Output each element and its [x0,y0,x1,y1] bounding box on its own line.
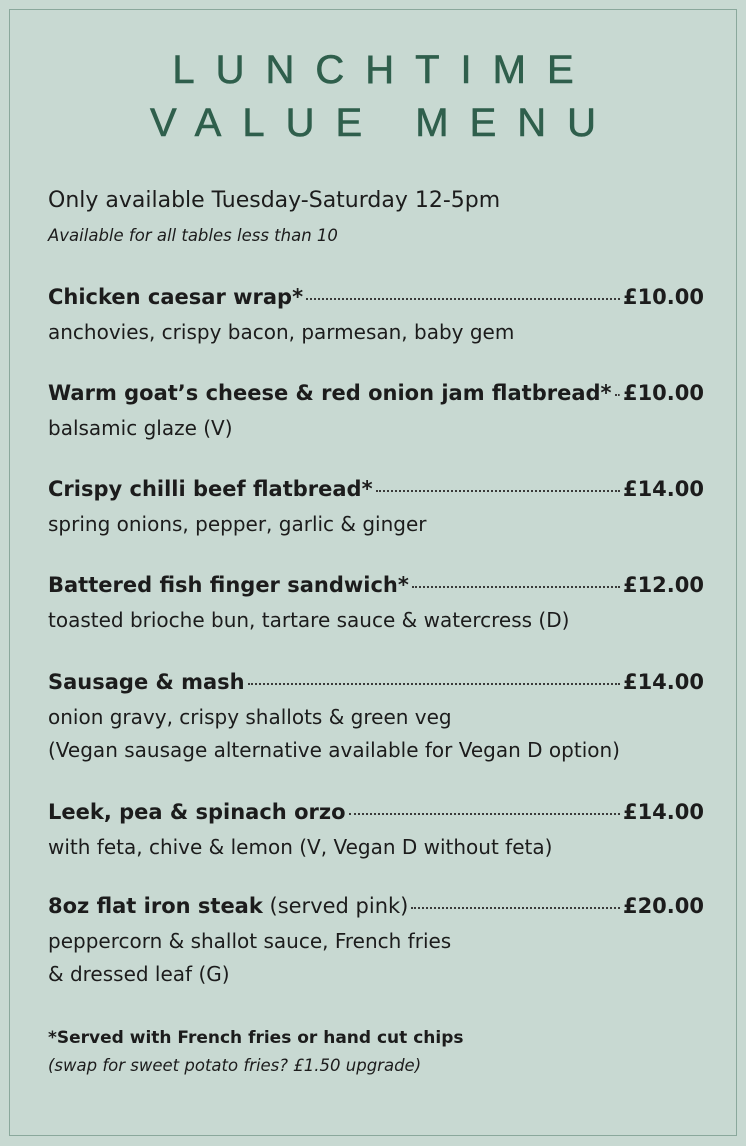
menu-item-goats-cheese-flatbread [48,381,704,444]
item-name: Chicken caesar wrap* [48,285,304,309]
item-name: Battered fish finger sandwich* [48,573,409,597]
menu-item-fish-finger-sandwich [48,573,704,636]
item-description-extra: & dressed leaf (G) [48,962,230,986]
footer-note: *Served with French fries or hand cut chips [48,1028,464,1048]
item-name [48,894,408,918]
footer-upgrade: (swap for sweet potato fries? £1.50 upgrade) [48,1056,422,1075]
item-description: toasted brioche bun, tartare sauce & watercress (D) [48,608,570,632]
item-name: Crispy chilli beef flatbread* [48,477,373,501]
item-name: Warm goat’s cheese & red onion jam flatbread* [48,381,612,405]
menu-item-chilli-beef-flatbread [48,477,704,540]
item-description: balsamic glaze (V) [48,416,233,440]
item-name: Leek, pea & spinach orzo [48,800,346,824]
item-description: onion gravy, crispy shallots & green veg [48,705,452,729]
item-price: £10.00 [622,381,704,405]
menu-item-leek-pea-orzo [48,800,704,863]
item-price: £12.00 [622,573,704,597]
dot-leader [349,813,620,815]
dot-leader [248,683,620,685]
item-price: £20.00 [622,894,704,918]
item-description: spring onions, pepper, garlic & ginger [48,512,427,536]
availability-text: Only available Tuesday-Saturday 12-5pm [48,188,501,213]
item-price: £14.00 [622,477,704,501]
item-description: with feta, chive & lemon (V, Vegan D without feta) [48,835,553,859]
item-price: £10.00 [622,285,704,309]
item-name: Sausage & mash [48,670,245,694]
item-description: peppercorn & shallot sauce, French fries [48,929,452,953]
menu-item-chicken-caesar-wrap [48,285,704,348]
item-description: anchovies, crispy bacon, parmesan, baby gem [48,320,515,344]
dot-leader [376,490,620,492]
item-price: £14.00 [622,670,704,694]
menu-item-flat-iron-steak [48,894,704,990]
dot-leader [306,298,620,300]
dot-leader [411,907,620,909]
item-name-suffix: (served pink) [262,894,409,918]
item-price: £14.00 [622,800,704,824]
menu-title-line1: LUNCHTIME [172,48,595,92]
tables-note: Available for all tables less than 10 [48,226,338,245]
menu-item-sausage-mash [48,670,704,766]
item-name-main: 8oz flat iron steak [48,894,263,918]
dot-leader [615,394,620,396]
item-description-extra: (Vegan sausage alternative available for Vegan D option) [48,738,620,762]
menu-title-line2: VALUE MENU [149,101,618,145]
dot-leader [412,586,620,588]
